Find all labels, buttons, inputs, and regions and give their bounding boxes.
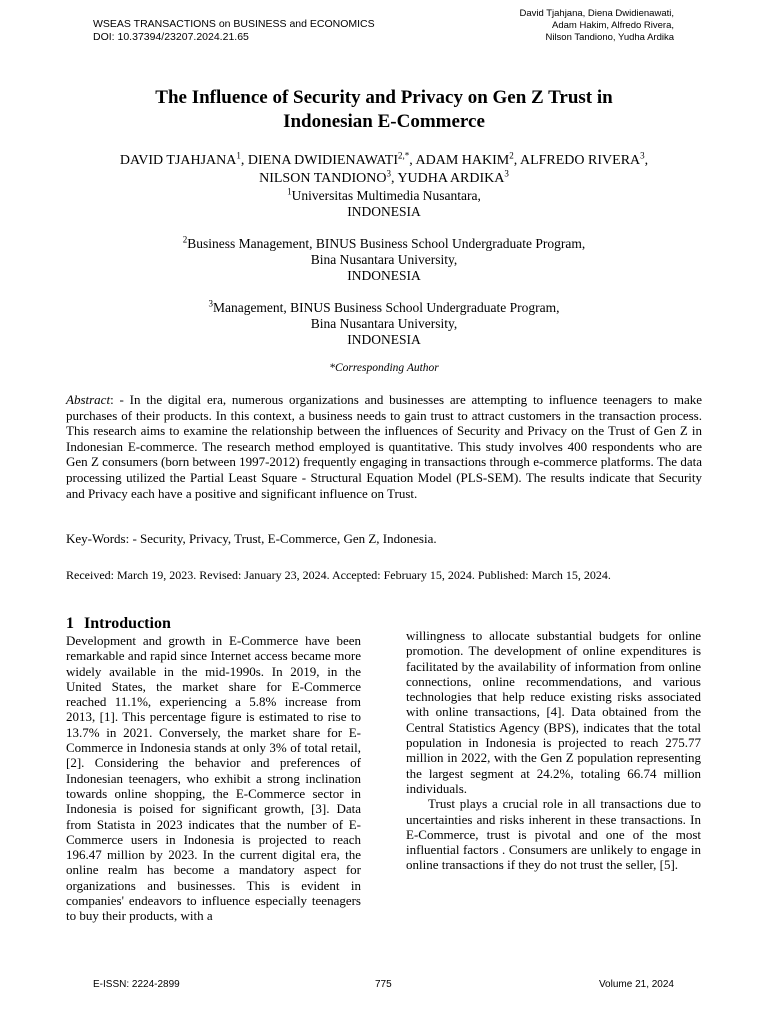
affil-university: Bina Nusantara University, <box>310 252 458 267</box>
author-affil-mark: 1 <box>236 150 241 161</box>
author-affil-mark: 3 <box>504 168 509 179</box>
paragraph: Trust plays a crucial role in all transactions due to uncertainties and risks inherent in these transactions. In E-Commerce, trust is pivotal and one of the most influential factors . Consumers are unlikely to engage in online transactions if they do not trust the seller, [5]. <box>406 796 701 873</box>
header-authors-line: Nilson Tandiono, Yudha Ardika <box>545 32 674 43</box>
journal-name: WSEAS TRANSACTIONS on BUSINESS and ECONOMICS <box>93 18 375 30</box>
affil-university: Bina Nusantara University, <box>310 316 458 331</box>
corresponding-author-note: *Corresponding Author <box>329 362 439 374</box>
footer-issn: E-ISSN: 2224-2899 <box>93 979 180 990</box>
author-list <box>40 152 728 188</box>
text-column-right <box>406 628 701 873</box>
author-name: NILSON TANDIONO <box>259 171 387 186</box>
running-header-journal <box>93 18 375 44</box>
footer-volume: Volume 21, 2024 <box>598 979 674 990</box>
author-name: DAVID TJAHJANA <box>119 153 237 168</box>
doi: DOI: 10.37394/23207.2024.21.65 <box>93 31 249 43</box>
paragraph: willingness to allocate substantial budgets for online promotion. The development of online expenditures is facilitated by the availability of information from online connections, online recommendations, and various technologies that help reduce existing risks associated with online transactions, [4]. Data obtained from the Central Statistics Agency (BPS), indicates that the total population in Indonesia is projected to reach 275.77 million in 2022, with the Gen Z population representing the largest segment at 24.2%, totaling 66.74 million individuals. <box>406 628 701 796</box>
affil-name: Universitas Multimedia Nusantara, <box>291 188 481 203</box>
paper-title <box>60 86 708 134</box>
author-name: YUDHA ARDIKA <box>397 171 505 186</box>
affil-country: INDONESIA <box>347 268 421 283</box>
title-line: Indonesian E-Commerce <box>283 111 485 132</box>
abstract <box>66 392 702 501</box>
abstract-text: : - In the digital era, numerous organizations and businesses are attempting to influence teenagers to make purchases of their products. In this context, a business needs to gain trust to attract customers in the transaction process. This research aims to examine the relationship between the influences of Security and Privacy on the Trust of Gen Z in Indonesian E-commerce. The research method employed is quantitative. This study involves 400 respondents who are Gen Z consumers (born between 1997-2012) frequently engaging in transactions through e-commerce platforms. The data processing utilized the Partial Least Square - Structural Equation Model (PLS-SEM). The results indicate that Security and Privacy each have a positive and significant influence on Trust. <box>66 392 702 501</box>
section-title: Introduction <box>84 615 171 632</box>
section-heading <box>66 614 171 634</box>
affil-number: 3 <box>208 298 213 309</box>
affil-name: Management, BINUS Business School Undergraduate Program, <box>212 300 560 315</box>
publication-dates: Received: March 19, 2023. Revised: January 23, 2024. Accepted: February 15, 2024. Published: March 15, 2024. <box>66 568 611 582</box>
affiliation-3 <box>40 300 728 348</box>
paragraph: Development and growth in E-Commerce have been remarkable and rapid since Internet access became more widely available in the mid-1990s. In 2019, in the United States, the market share for E-Commerce reached 11.1%, experiencing a 5.8% increase from 2013, [1]. This percentage figure is estimated to rise to 13.7% in 2021. Conversely, the market share for E-Commerce in Indonesia stands at only 3% of total retail, [2]. Considering the behavior and preferences of Indonesian teenagers, who exhibit a strong inclination towards online shopping, the E-Commerce sector in Indonesia is poised for significant growth, [3]. Data from Statista in 2023 indicates that the number of E-Commerce users in Indonesia is projected to reach 196.47 million by 2023. In the current digital era, the online realm has become a mandatory aspect for organizations and businesses. This is evident in companies' endeavors to influence especially teenagers to buy their products, with a <box>66 633 361 924</box>
author-affil-mark: 3 <box>640 150 645 161</box>
author-affil-mark: 2 <box>509 150 514 161</box>
affil-number: 1 <box>287 186 292 197</box>
affil-country: INDONESIA <box>347 332 421 347</box>
author-affil-mark: 2,* <box>398 150 410 161</box>
author-name: ALFREDO RIVERA <box>519 153 641 168</box>
title-line: The Influence of Security and Privacy on Gen Z Trust in <box>155 87 613 108</box>
author-name: ADAM HAKIM <box>415 153 510 168</box>
affiliation-2 <box>40 236 728 284</box>
author-name: DIENA DWIDIENAWATI <box>247 153 399 168</box>
affil-number: 2 <box>182 234 188 245</box>
affiliation-1 <box>40 188 728 220</box>
affil-name: Business Management, BINUS Business School Undergraduate Program, <box>187 236 586 251</box>
affil-country: INDONESIA <box>347 204 421 219</box>
section-number: 1 <box>66 615 74 632</box>
author-affil-mark: 3 <box>386 168 391 179</box>
running-header-authors <box>519 8 674 44</box>
abstract-label: Abstract <box>66 392 111 407</box>
keywords: Key-Words: - Security, Privacy, Trust, E-Commerce, Gen Z, Indonesia. <box>66 531 437 546</box>
header-authors-line: Adam Hakim, Alfredo Rivera, <box>552 20 674 31</box>
author-line: DAVID TJAHJANA$^1$, DIENA $DWIDIENAWATI^{2,*}$, ADAM HAKIM$^2$, ALFREDO RIVERA$^3$, <box>119 150 649 168</box>
author-line: NILSON TANDIONO$^3$, YUDHA ARDIKA$^3$ <box>259 168 509 186</box>
header-authors-line: David Tjahjana, Diena Dwidienawati, <box>519 8 674 19</box>
text-column-left <box>66 633 361 924</box>
page-number: 775 <box>375 979 392 990</box>
